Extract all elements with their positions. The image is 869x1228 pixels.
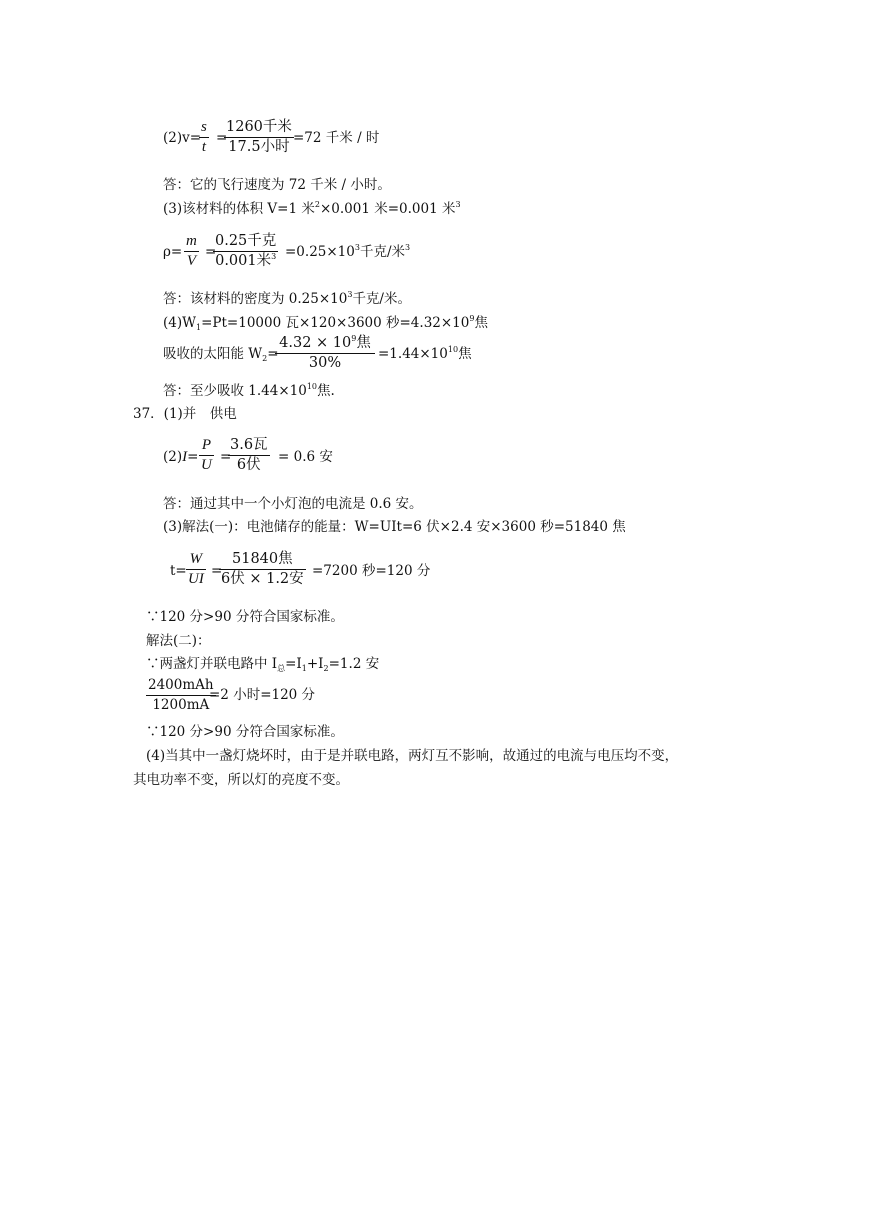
fraction-numerator: W bbox=[186, 551, 206, 570]
fraction-numerator: 2400mAh bbox=[146, 677, 216, 696]
fraction-w1-over-efficiency bbox=[275, 335, 375, 372]
time-lead: t= bbox=[170, 563, 187, 579]
velocity-lead: (2)v= bbox=[163, 130, 202, 146]
fraction-numerator: 51840焦 bbox=[219, 551, 306, 570]
part4-line2: 其电功率不变，所以灯的亮度不变。 bbox=[133, 772, 349, 788]
fraction-mass-over-volume bbox=[213, 233, 278, 270]
fraction-numerator: P bbox=[199, 437, 214, 456]
part4-line1: (4)当其中一盏灯烧坏时，由于是并联电路，两灯互不影响，故通过的电流与电压均不变， bbox=[146, 748, 679, 764]
energy-w1-line: $(4)W_1=Pt=10000$ 瓦×120×3600 秒$=4.32\times 10^9$焦 bbox=[163, 314, 488, 332]
current-lead: (2)I= bbox=[163, 449, 199, 465]
fraction-denominator: 30% bbox=[308, 355, 342, 371]
density-lead: ρ= bbox=[163, 244, 183, 260]
fraction-numerator: s bbox=[199, 119, 209, 138]
parallel-current-line: ∵两盏灯并联电路中 $I_总=I_1+I_2=1.2$ 安 bbox=[146, 656, 380, 673]
velocity-result: =72 千米 / 时 bbox=[293, 130, 380, 146]
fraction-denominator: 6伏 bbox=[236, 457, 261, 473]
time-result: =7200 秒=120 分 bbox=[312, 563, 431, 579]
fraction-numerator: 3.6瓦 bbox=[228, 437, 270, 456]
fraction-denominator: V bbox=[186, 253, 196, 269]
fraction-distance-over-time bbox=[224, 119, 294, 156]
conclusion-1: ∵120 分>90 分符合国家标准。 bbox=[146, 609, 344, 625]
density-result: $=0.25\times 10^3$千克/米$^3$ bbox=[285, 243, 411, 260]
fraction-w-over-ui bbox=[186, 551, 206, 588]
fraction-denominator: t bbox=[201, 139, 206, 155]
fraction-numerator: 0.25千克 bbox=[213, 233, 278, 252]
current-result: = 0.6 安 bbox=[278, 449, 333, 465]
energy-w2-result: $=1.44\times 10^{10}$焦 bbox=[378, 345, 472, 362]
fraction-s-over-t bbox=[199, 119, 209, 156]
fraction-m-over-v bbox=[184, 233, 199, 270]
method1-energy: (3)解法(一)：电池储存的能量：W=UIt=6 伏×2.4 安×3600 秒=51840 焦 bbox=[163, 519, 626, 535]
density-answer: 答：该材料的密度为 $0.25\times 10^3$千克/米。 bbox=[163, 290, 411, 307]
fraction-denominator: 1200mA bbox=[152, 697, 210, 713]
capacity-result: =2 小时=120 分 bbox=[209, 687, 316, 703]
fraction-denominator: UI bbox=[188, 571, 204, 587]
fraction-denominator: 0.001米$^3$ bbox=[215, 252, 277, 269]
current-answer: 答：通过其中一个小灯泡的电流是 0.6 安。 bbox=[163, 496, 423, 512]
method2-heading: 解法(二)： bbox=[146, 633, 211, 649]
fraction-denominator: U bbox=[201, 457, 212, 473]
energy-w2-lead: 吸收的太阳能 $W_2=$ bbox=[163, 346, 279, 363]
fraction-power-over-voltage bbox=[228, 437, 270, 474]
fraction-numerator: $4.32 \times 10^9$焦 bbox=[275, 335, 375, 354]
fraction-denominator: 17.5小时 bbox=[228, 139, 290, 155]
energy-answer: 答：至少吸收 $1.44\times 10^{10}$焦. bbox=[163, 382, 335, 399]
fraction-energy-over-power bbox=[219, 551, 306, 588]
fraction-denominator: 6伏 × 1.2安 bbox=[221, 571, 304, 587]
fraction-p-over-u bbox=[199, 437, 214, 474]
conclusion-2: ∵120 分>90 分符合国家标准。 bbox=[146, 724, 344, 740]
fraction-numerator: 1260千米 bbox=[224, 119, 294, 138]
velocity-answer: 答：它的飞行速度为 72 千米 / 小时。 bbox=[163, 177, 391, 193]
q37-part1: 37．(1)并 供电 bbox=[133, 406, 237, 422]
fraction-capacity-over-current bbox=[146, 677, 216, 714]
volume-line: (3)该材料的体积 V=1 米$^2$×0.001 米=0.001 米$^3$ bbox=[163, 200, 461, 217]
fraction-numerator: m bbox=[184, 233, 199, 252]
